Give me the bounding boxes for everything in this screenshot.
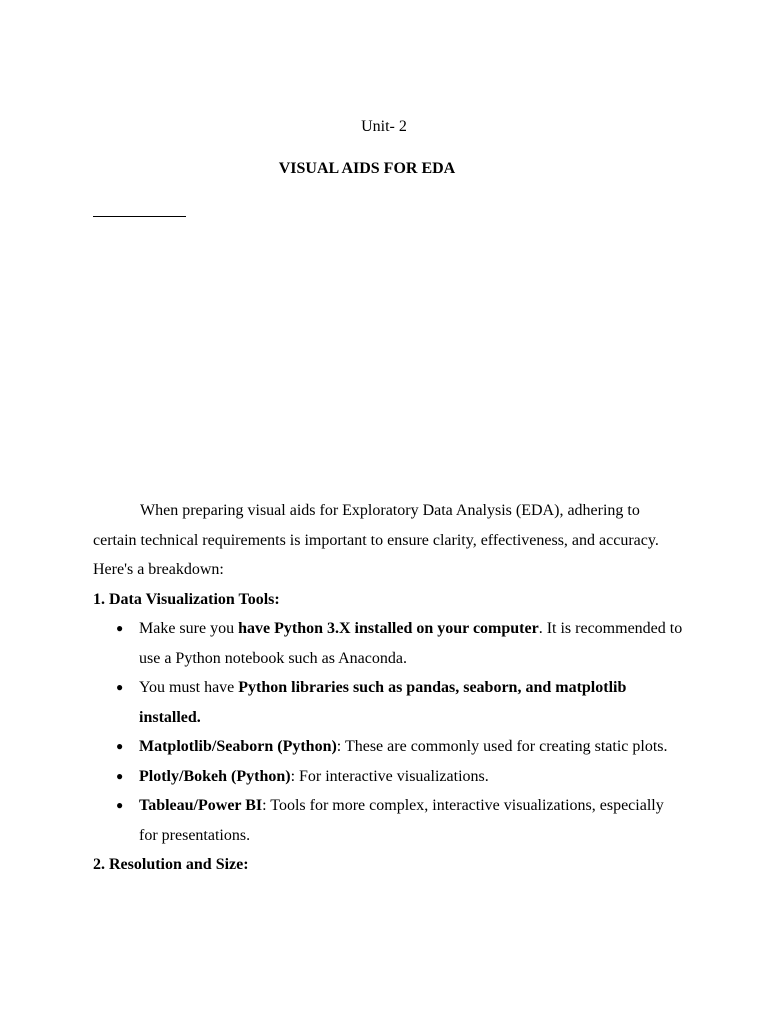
unit-label: Unit- 2 bbox=[361, 118, 407, 135]
section-heading-tools: 1. Data Visualization Tools: bbox=[93, 590, 280, 608]
document-title: VISUAL AIDS FOR EDA bbox=[278, 160, 456, 177]
intro-paragraph: When preparing visual aids for Exploratory Data Analysis (EDA), adhering to certain technical requirements is important to ensure clarity, effectiveness, and accuracy. Here's a breakdown: bbox=[93, 502, 659, 578]
section-heading-resolution: 2. Resolution and Size: bbox=[93, 856, 249, 873]
bullet-icon: ● bbox=[116, 680, 124, 694]
document-body bbox=[93, 496, 683, 880]
bullet-icon: ● bbox=[116, 798, 124, 812]
bullet-icon: ● bbox=[116, 768, 124, 783]
list-item: ● Tableau/Power BI: Tools for more complex, interactive visualizations, especially for presentations. bbox=[93, 791, 683, 850]
list-item: ● Plotly/Bokeh (Python): For interactive visualizations. bbox=[93, 762, 683, 792]
tools-bullet-list bbox=[93, 614, 683, 850]
horizontal-rule bbox=[93, 216, 186, 217]
bullet-icon: ● bbox=[116, 621, 124, 635]
list-item: ● You must have Python libraries such as pandas, seaborn, and matplotlib installed. bbox=[93, 673, 683, 732]
list-item: ● Make sure you have Python 3.X installed on your computer. It is recommended to use a Python notebook such as Anaconda. bbox=[93, 614, 683, 673]
list-item: ● Matplotlib/Seaborn (Python): These are commonly used for creating static plots. bbox=[93, 732, 683, 762]
bullet-icon: ● bbox=[116, 739, 124, 753]
